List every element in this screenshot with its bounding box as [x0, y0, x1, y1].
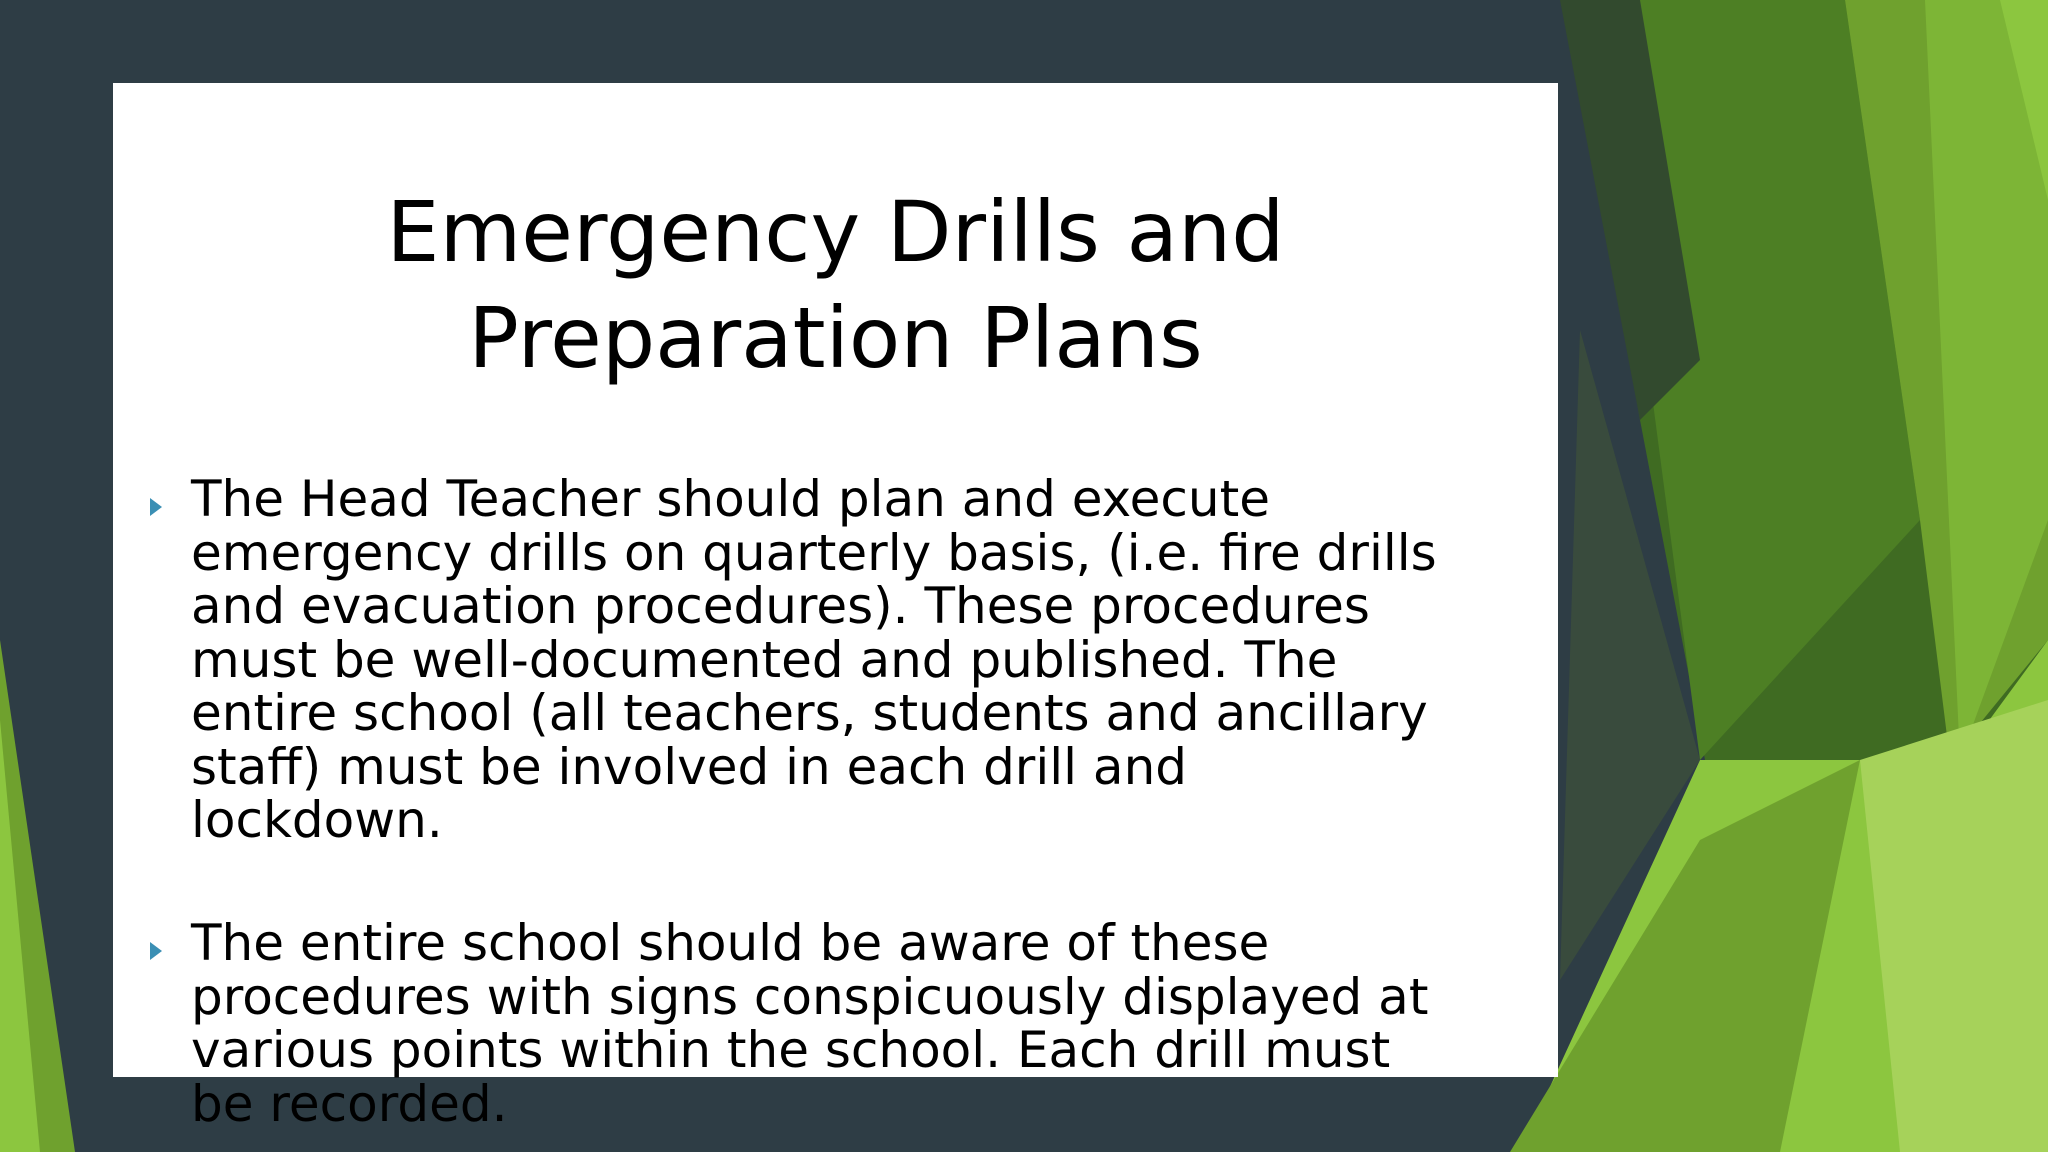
bullet-line: entire school (all teachers, students and ancillary	[191, 684, 1428, 742]
bullet-line: procedures with signs conspicuously displayed at	[191, 967, 1429, 1026]
slide-title-line: Preparation Plans	[468, 289, 1203, 387]
bullet-text	[191, 914, 1551, 1133]
slide-content-card	[113, 83, 1558, 1133]
bullet-text	[191, 470, 1551, 849]
right-triangle-bullet-icon	[150, 942, 162, 960]
bullet-line: must be well-documented and published. The	[191, 630, 1338, 689]
bullet-line: emergency drills on quarterly basis, (i.e. fire drills	[191, 523, 1437, 582]
bullet-line: The Head Teacher should plan and execute	[191, 470, 1270, 528]
right-triangle-bullet-icon	[150, 498, 162, 516]
slide-title	[113, 179, 1558, 391]
bullet-line: lockdown.	[191, 791, 443, 849]
bullet-line: various points within the school. Each drill must	[191, 1021, 1391, 1079]
bullet-line: The entire school should be aware of these	[191, 914, 1270, 972]
slide-title-line: Emergency Drills and	[386, 183, 1285, 281]
bullet-line: and evacuation procedures). These procedures	[191, 577, 1370, 635]
bullet-line: staff) must be involved in each drill and	[191, 737, 1187, 796]
bullet-line: be recorded.	[191, 1074, 508, 1133]
